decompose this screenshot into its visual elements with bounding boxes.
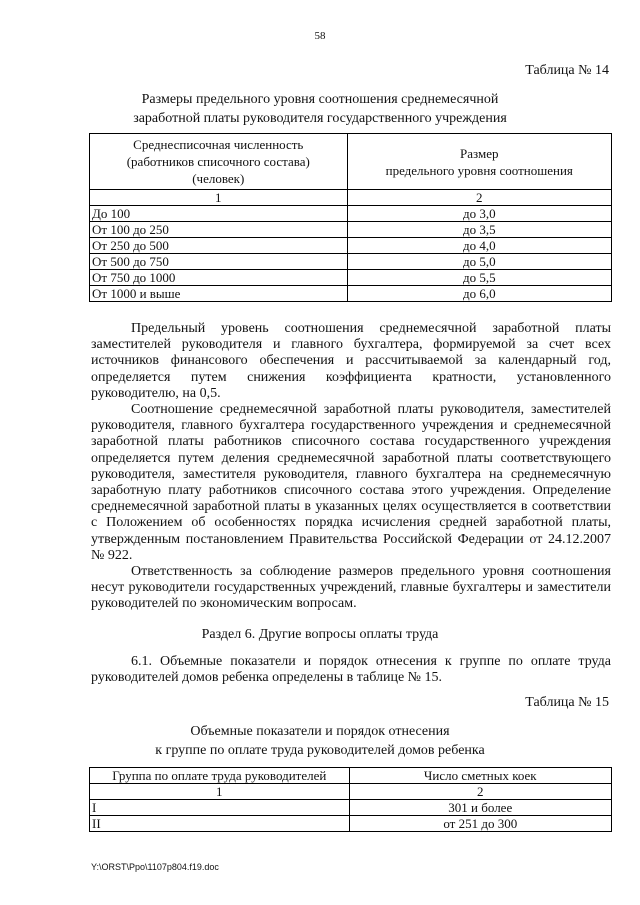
- row-range: От 250 до 500: [90, 238, 348, 254]
- header-count-line3: (человек): [192, 171, 245, 186]
- table15-title: [0, 722, 640, 760]
- table14-header-count: [90, 134, 348, 190]
- table14-header-ratio: [347, 134, 611, 190]
- table15-header-row: [90, 768, 612, 784]
- row-range: До 100: [90, 206, 348, 222]
- row-range: От 750 до 1000: [90, 270, 348, 286]
- table14-title: [0, 90, 640, 128]
- table-row: [90, 238, 612, 254]
- header-ratio-line2: предельного уровня соотношения: [385, 162, 573, 178]
- row-beds: от 251 до 300: [349, 816, 611, 832]
- table-row: [90, 206, 612, 222]
- section-6-heading: Раздел 6. Другие вопросы оплаты труда: [201, 627, 439, 642]
- col-number: 2: [349, 784, 611, 800]
- row-value: до 4,0: [347, 238, 611, 254]
- table15-label: Таблица № 15: [525, 695, 609, 710]
- table15-title-line1: Объемные показатели и порядок отнесения: [190, 724, 450, 739]
- col-number: 1: [90, 190, 348, 206]
- row-group: I: [90, 800, 350, 816]
- table14-header-row: [90, 134, 612, 190]
- table-row: [90, 800, 612, 816]
- table14-numbering-row: [90, 190, 612, 206]
- row-value: до 3,0: [347, 206, 611, 222]
- row-value: до 3,5: [347, 222, 611, 238]
- table15-numbering-row: [90, 784, 612, 800]
- table-row: [90, 286, 612, 302]
- col-number: 2: [347, 190, 611, 206]
- table-row: [90, 816, 612, 832]
- paragraph-2: Соотношение среднемесячной заработной платы руководителя, заместителей руководителя, главного бухгалтера государственного учреждения и среднемесячной заработной платы работников списочного состава государственного учреждения определяется путем деления среднемесячной заработной платы соответствующего руководителя, заместителя руководителя, главного бухгалтера на среднемесячную заработную плату работников списочного состава этого учреждения. Определение среднемесячной заработной платы в указанных целях осуществляется в соответствии с Положением об особенностях порядка исчисления средней заработной платы, утвержденным постановлением Правительства Российской Федерации от 24.12.2007 № 922.: [91, 402, 611, 563]
- table14: [89, 133, 612, 302]
- row-value: до 5,0: [347, 254, 611, 270]
- header-ratio-line1: Размер: [460, 145, 499, 161]
- table15-header-beds: Число сметных коек: [349, 768, 611, 784]
- section-6-body: [91, 654, 611, 686]
- table-row: [90, 270, 612, 286]
- table-row: [90, 222, 612, 238]
- row-beds: 301 и более: [349, 800, 611, 816]
- table14-label: Таблица № 14: [525, 63, 609, 78]
- paragraph-1: Предельный уровень соотношения среднемесячной заработной платы заместителей руководителя и главного бухгалтера, формируемой за счет всех источников финансового обеспечения и рассчитываемой за календарный год, определяется путем снижения коэффициента кратности, установленного руководителю, на 0,5.: [91, 321, 611, 401]
- row-range: От 100 до 250: [90, 222, 348, 238]
- table14-title-line2: заработной платы руководителя государственного учреждения: [133, 111, 507, 126]
- table14-title-line1: Размеры предельного уровня соотношения среднемесячной: [141, 92, 499, 107]
- table15-header-group: Группа по оплате труда руководителей: [90, 768, 350, 784]
- row-group: II: [90, 816, 350, 832]
- row-range: От 1000 и выше: [90, 286, 348, 302]
- footer-file-path: Y:\ORST\Ppo\1107p804.f19.doc: [91, 862, 219, 872]
- paragraph-3: Ответственность за соблюдение размеров предельного уровня соотношения несут руководители государственных учреждений, главные бухгалтеры и заместители руководителей по экономическим вопросам.: [91, 564, 611, 612]
- col-number: 1: [90, 784, 350, 800]
- table-row: [90, 254, 612, 270]
- row-value: до 5,5: [347, 270, 611, 286]
- table15: [89, 767, 612, 832]
- body-text: [91, 321, 611, 613]
- page-number: 58: [314, 30, 326, 42]
- row-range: От 500 до 750: [90, 254, 348, 270]
- row-value: до 6,0: [347, 286, 611, 302]
- header-count-line1: Среднесписочная численность: [133, 137, 304, 152]
- header-count-line2: (работников списочного состава): [126, 154, 310, 169]
- table15-title-line2: к группе по оплате труда руководителей домов ребенка: [155, 743, 485, 758]
- section-6-text: 6.1. Объемные показатели и порядок отнесения к группе по оплате труда руководителей домов ребенка определены в таблице № 15.: [91, 654, 611, 686]
